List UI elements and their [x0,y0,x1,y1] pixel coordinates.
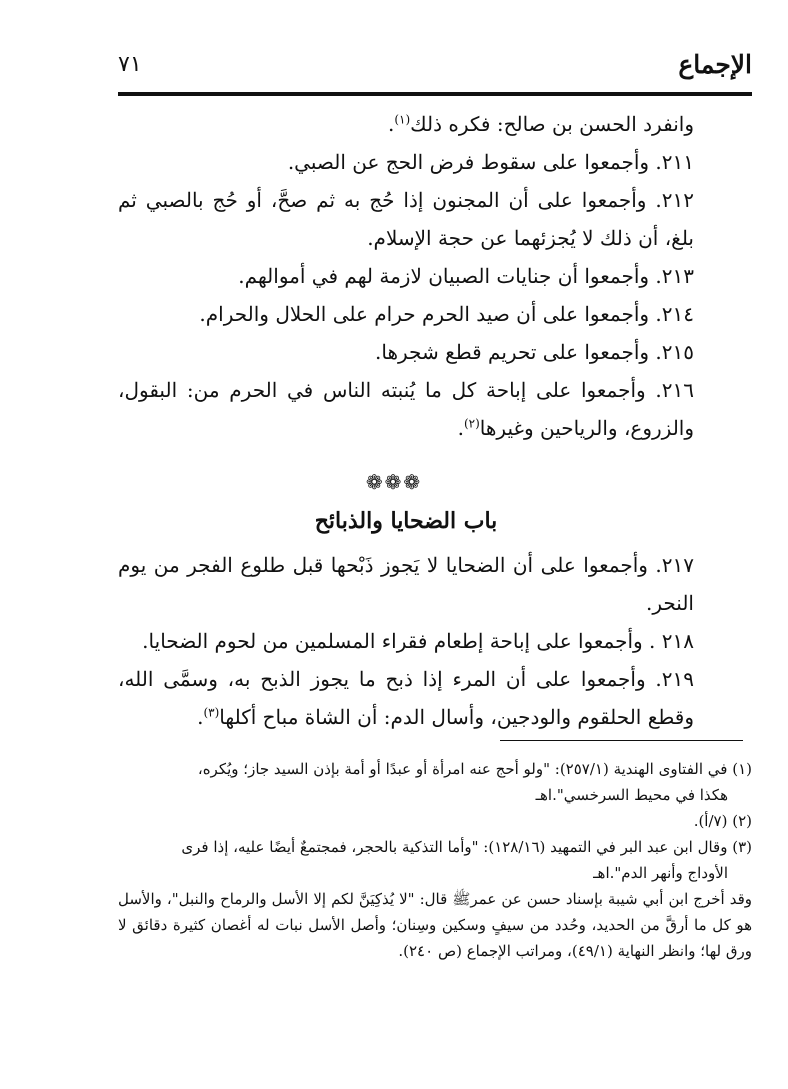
footnote-3-continuation: الأوداج وأنهر الدم".اهـ [593,864,728,882]
footnote-3-extra: وقد أخرج ابن أبي شيبة بإسناد حسن عن عمرﷺ قال: "لا يُذكِيَنَّ لكم إلا الأسل والرماح والنبل"، والأسل هو كل ما أرقَّ من الحديد، وحُدد من سيفٍ وسكين وسِنان؛ وأصل الأسل نبات له أغصان كثيرة دقائق لا ورق لها؛ وانظر النهاية (٤٩/١)، ومراتب الإجماع (ص ٢٤٠). [118,890,752,960]
paragraph-219: ٢١٩. وأجمعوا على أن المرء إذا ذبح ما يجوز الذبح به، وسمَّى الله، وقطع الحلقوم والودجين، وأسال الدم: أن الشاة مباح أكلها$^{(٣)}$. [118,667,694,729]
footnotes [118,756,752,964]
footnote-1-continuation: هكذا في محيط السرخسي".اهـ [535,786,728,804]
footnote-ref-1: (١) [394,112,411,127]
footnote-ref-2: (٢) [463,416,480,431]
paragraph-216: ٢١٦. وأجمعوا على إباحة كل ما يُنبته الناس في الحرم من: البقول، والزروع، والرياحين وغيرها$^{(٢)}$. [118,378,694,440]
paragraph-211: ٢١١. وأجمعوا على سقوط فرض الحج عن الصبي. [287,150,694,174]
chapter-title: باب الضحايا والذبائح [314,508,498,534]
paragraph-217: ٢١٧. وأجمعوا على أن الضحايا لا يَجوز ذَبْحها قبل طلوع الفجر من يوم النحر. [118,553,694,615]
paragraph-214: ٢١٤. وأجمعوا على أن صيد الحرم حرام على الحلال والحرام. [199,302,694,326]
paragraph-218: ٢١٨ . وأجمعوا على إباحة إطعام فقراء المسلمين من لحوم الضحايا. [142,629,694,653]
footnote-3: (٣) وقال ابن عبد البر في التمهيد (١٢٨/١٦): "وأما التذكية بالحجر، فمجتمعٌ أيضًا عليه، إذا فرى [181,838,752,856]
footnote-ref-3: (٣) [203,705,220,720]
running-title: الإجماع [678,50,752,79]
paragraph-continuation: وانفرد الحسن بن صالح: فكره ذلك$^{(١)}$. [387,112,694,136]
footnote-2: (٢) (٧/أ). [693,812,752,830]
main-text [118,105,694,447]
footnote-separator [500,740,743,741]
page-number: ٧١ [118,52,142,77]
header-rule [118,92,752,96]
footnote-1: (١) في الفتاوى الهندية (٢٥٧/١): "ولو أحج عنه امرأة أو عبدًا أو أمة بإذن السيد جاز؛ ويُكره، [197,760,752,778]
chapter-text [118,546,694,736]
section-ornament: ❁❁❁ [365,470,423,494]
paragraph-212: ٢١٢. وأجمعوا على أن المجنون إذا حُج به ثم صحَّ، أو حُج بالصبي ثم بلغ، أن ذلك لا يُجزئهما عن حجة الإسلام. [118,188,694,250]
paragraph-215: ٢١٥. وأجمعوا على تحريم قطع شجرها. [375,340,694,364]
page-header [118,48,752,88]
paragraph-213: ٢١٣. وأجمعوا أن جنايات الصبيان لازمة لهم في أموالهم. [238,264,694,288]
